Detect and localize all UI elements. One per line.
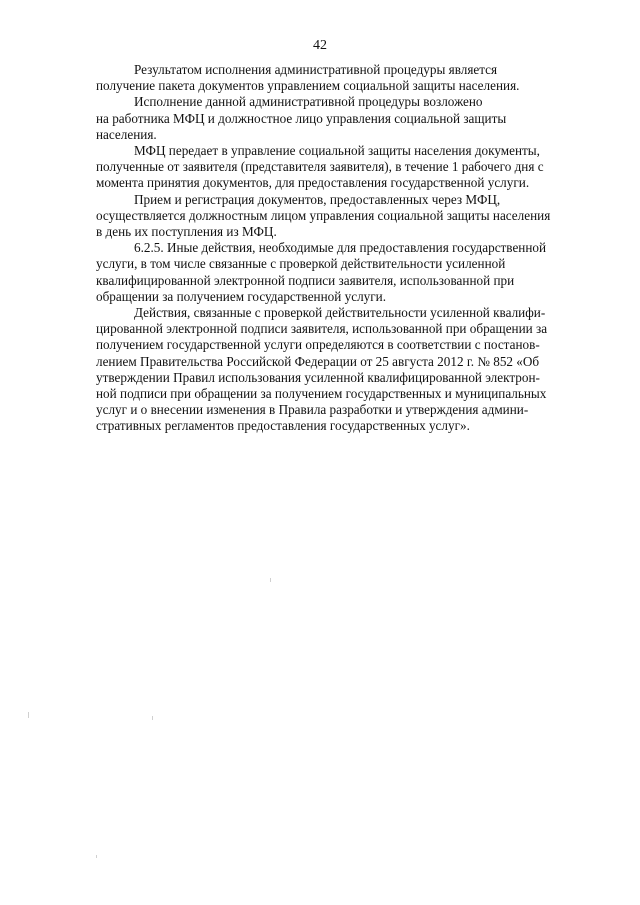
document-body xyxy=(96,62,610,435)
page-number: 42 xyxy=(313,38,327,53)
paragraph-signature-verification: Действия, связанные с проверкой действительности усиленной квалифи- цированной электронной подписи заявителя, использованной при обращении за получением государственной услуги определяются в соответствии с постанов- лением Правительства Российской Федерации от 25 августа 2012 г. № 852 «Об утверждении Правил использования усиленной квалифицированной электрон- ной подписи при обращении за получением государственных и муниципальных услуг и о внесении изменения в Правила разработки и утверждения админи- стративных регламентов предоставления государственных услуг». xyxy=(96,305,548,434)
paragraph-reception-registration: Прием и регистрация документов, предоставленных через МФЦ, осуществляется должностным лицом управления социальной защиты населения в день их поступления из МФЦ. xyxy=(96,191,551,240)
scan-artifact xyxy=(96,855,97,858)
scan-artifact xyxy=(270,578,271,582)
paragraph-responsibility: Исполнение данной административной процедуры возложено на работника МФЦ и должностное лицо управления социальной защиты населения. xyxy=(96,94,507,142)
paragraph-mfc-transfer: МФЦ передает в управление социальной защиты населения документы, полученные от заявителя (представителя заявителя), в течение 1 рабочего дня с момента принятия документов, для предоставления государственной услуги. xyxy=(96,143,544,191)
scan-artifact xyxy=(28,712,29,718)
paragraph-section-6-2-5: 6.2.5. Иные действия, необходимые для предоставления государственной услуги, в том числе связанные с проверкой действительности усиленной квалифицированной электронной подписи заявителя, использованной при обращении за получением государственной услуги. xyxy=(96,240,547,304)
scan-artifact xyxy=(152,716,153,720)
paragraph-result: Результатом исполнения административной процедуры является получение пакета документов управлением социальной защиты населения. xyxy=(96,62,520,94)
